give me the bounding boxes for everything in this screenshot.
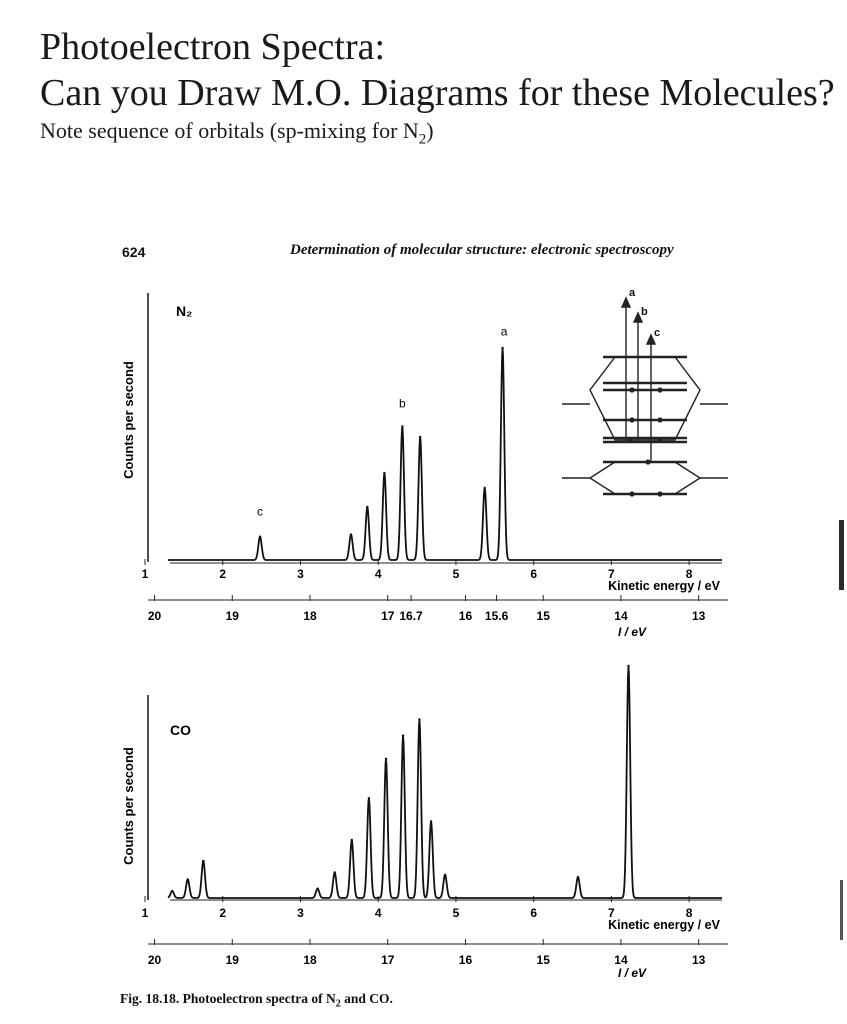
caption-suffix: and CO. <box>340 991 393 1006</box>
ie-axis-label: I / eV <box>617 625 647 639</box>
band-label-a: a <box>500 324 508 339</box>
ie-tick-label: 18 <box>303 953 317 967</box>
x-axis-label: Kinetic energy / eV <box>608 579 720 593</box>
scan-edge-mark <box>840 880 843 940</box>
spectrum-peak-4 <box>316 888 318 890</box>
ke-tick-label: 8 <box>685 567 693 581</box>
molecule-label: N₂ <box>176 303 193 319</box>
note-subscript: 2 <box>418 131 427 148</box>
ke-tick-label: 7 <box>608 906 615 920</box>
ke-tick-label: 4 <box>374 567 382 581</box>
spectrum-panel-co <box>121 665 728 980</box>
ie-tick-label: 20 <box>147 953 162 967</box>
ke-tick-label: 1 <box>141 906 149 920</box>
spectrum-peak-5 <box>401 425 403 427</box>
electron-dot <box>657 417 662 422</box>
spectrum-peak-5 <box>334 871 336 873</box>
spectrum-line <box>168 348 722 560</box>
arrow-head-a <box>622 298 630 307</box>
ie-tick-label: 19 <box>225 609 239 623</box>
ie-tick-label: 15.6 <box>484 609 509 623</box>
band-label-c: c <box>257 504 264 519</box>
spectrum-peak-14 <box>627 665 629 667</box>
spectrum-peak-8 <box>385 758 387 760</box>
ie-tick-label: 17 <box>381 953 395 967</box>
spectrum-peak-10 <box>418 718 420 720</box>
spectrum-peak-1 <box>259 536 261 538</box>
page-number: 624 <box>122 244 146 260</box>
y-axis-label: Counts per second <box>121 747 136 865</box>
electron-dot <box>627 437 632 442</box>
ie-tick-label: 15 <box>536 953 550 967</box>
ke-tick-label: 2 <box>219 906 227 920</box>
ke-tick-label: 3 <box>297 567 304 581</box>
y-axis-label: Counts per second <box>121 361 136 479</box>
ie-tick-label: 16.7 <box>399 609 423 623</box>
ie-tick-label: 17 <box>381 609 395 623</box>
ie-tick-label: 19 <box>225 953 239 967</box>
inset-label-a: a <box>629 287 636 299</box>
ie-tick-label: 15 <box>536 609 550 623</box>
ke-tick-label: 1 <box>141 567 149 581</box>
spectrum-peak-7 <box>484 487 486 489</box>
x-axis-label: Kinetic energy / eV <box>608 918 720 932</box>
ke-tick-label: 5 <box>452 567 460 581</box>
ie-tick-label: 13 <box>692 609 706 623</box>
spectrum-peak-7 <box>368 797 370 799</box>
spectrum-peak-6 <box>419 436 421 438</box>
spectrum-peak-12 <box>444 874 446 876</box>
spectrum-peak-6 <box>351 839 353 841</box>
ke-tick-label: 7 <box>608 567 615 581</box>
spectrum-panel-n2 <box>121 287 728 639</box>
caption-subscript: 2 <box>335 998 341 1010</box>
ke-tick-label: 3 <box>297 906 304 920</box>
electron-dot <box>657 491 662 496</box>
electron-dot <box>657 387 662 392</box>
ke-tick-label: 6 <box>530 567 538 581</box>
ke-tick-label: 2 <box>219 567 227 581</box>
spectrum-peak-11 <box>430 820 432 822</box>
caption-text: Fig. 18.18. Photoelectron spectra of N <box>120 991 336 1006</box>
mo-frame-lower <box>590 462 700 494</box>
band-label-b: b <box>398 396 406 411</box>
electron-dot <box>629 417 634 422</box>
ie-tick-label: 16 <box>458 953 473 967</box>
spectrum-peak-3 <box>202 860 204 862</box>
figure-caption <box>120 991 393 1010</box>
spectrum-peak-4 <box>383 472 385 474</box>
spectrum-line <box>168 666 722 898</box>
spectrum-peak-9 <box>402 734 404 736</box>
note-suffix: ) <box>426 118 434 143</box>
slide-title-line-1: Photoelectron Spectra: <box>40 26 386 68</box>
ie-tick-label: 16 <box>458 609 473 623</box>
molecule-label: CO <box>170 722 191 738</box>
ie-tick-label: 20 <box>147 609 162 623</box>
electron-dot <box>645 459 650 464</box>
scan-edge-mark <box>839 520 844 590</box>
note-text: Note sequence of orbitals (sp-mixing for N <box>40 118 419 143</box>
ke-tick-label: 5 <box>452 906 460 920</box>
ie-tick-label: 14 <box>614 609 628 623</box>
ke-tick-label: 6 <box>530 906 538 920</box>
ie-tick-label: 13 <box>692 953 706 967</box>
spectrum-peak-3 <box>366 506 368 508</box>
inset-label-b: b <box>641 306 648 318</box>
ie-tick-label: 14 <box>614 953 628 967</box>
electron-dot <box>657 437 662 442</box>
electron-dot <box>629 387 634 392</box>
spectrum-peak-8 <box>501 347 503 349</box>
ie-axis-label: I / eV <box>617 966 647 980</box>
mo-frame-upper <box>590 357 700 440</box>
spectrum-peak-2 <box>187 878 189 880</box>
running-head: Determination of molecular structure: electronic spectroscopy <box>290 242 674 258</box>
spectrum-peak-2 <box>350 533 352 535</box>
slide-title-line-2: Can you Draw M.O. Diagrams for these Molecules? <box>40 72 835 114</box>
electron-dot <box>629 491 634 496</box>
ke-tick-label: 8 <box>685 906 693 920</box>
spectrum-peak-13 <box>577 876 579 878</box>
spectrum-peak-1 <box>171 890 173 892</box>
ie-tick-label: 18 <box>303 609 317 623</box>
inset-label-c: c <box>654 327 661 339</box>
ke-tick-label: 4 <box>374 906 382 920</box>
mo-diagram-inset <box>562 298 728 497</box>
